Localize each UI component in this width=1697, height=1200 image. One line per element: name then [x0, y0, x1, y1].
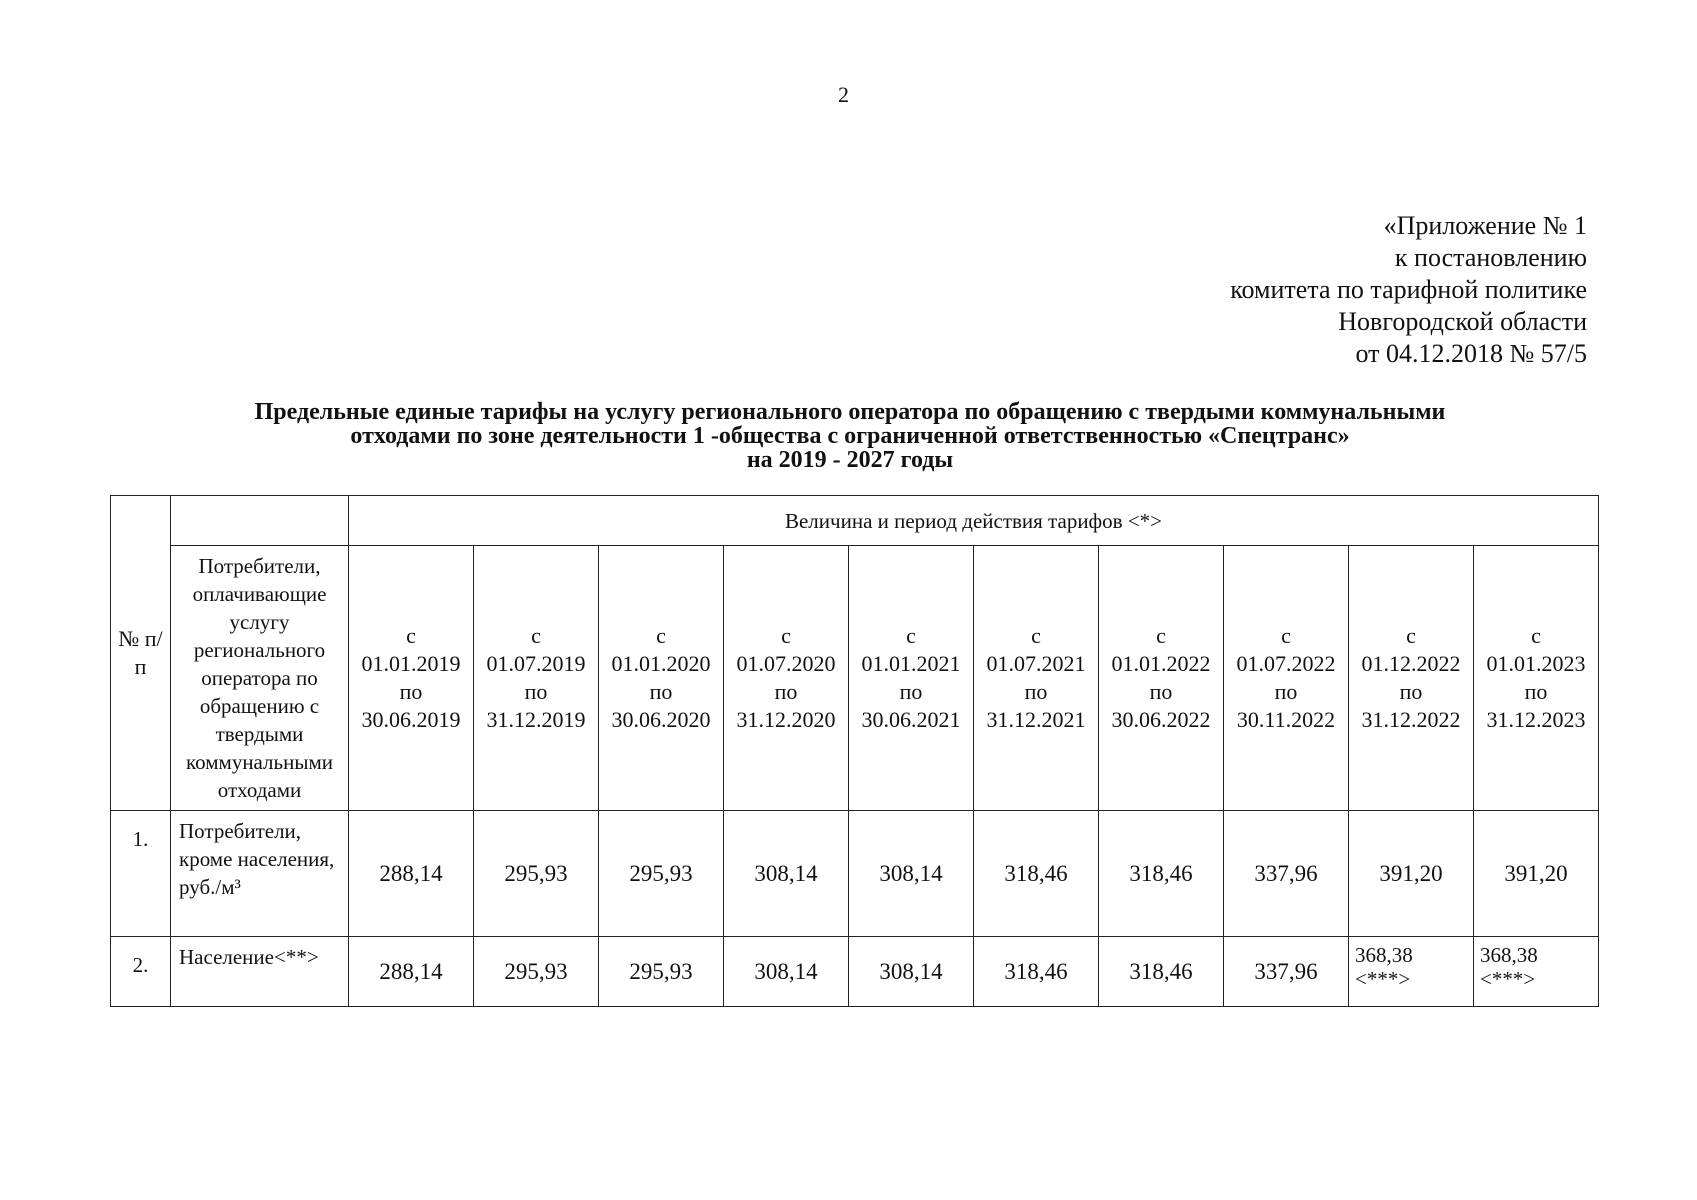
period-from: 01.07.2019	[486, 651, 586, 676]
period-to: 31.12.2019	[486, 707, 586, 732]
period-from: 01.01.2022	[1111, 651, 1211, 676]
period-header-cell	[349, 546, 474, 811]
tariff-value-cell: 368,38 <***>	[1474, 937, 1599, 1007]
period-from: 01.12.2022	[1361, 651, 1461, 676]
period-to: 30.11.2022	[1236, 707, 1336, 732]
consumer-cell: Население<**>	[171, 937, 349, 1007]
appendix-line: Новгородской области	[1338, 307, 1587, 336]
period-po: по	[1274, 679, 1298, 704]
tariff-value-cell: 288,14	[349, 811, 474, 937]
tariff-value-cell: 308,14	[724, 937, 849, 1007]
period-header-cell	[474, 546, 599, 811]
tariff-value-cell: 295,93	[599, 811, 724, 937]
empty-header-cell	[171, 496, 349, 546]
period-c: с	[1531, 623, 1541, 648]
period-po: по	[1149, 679, 1173, 704]
tariff-value-cell: 318,46	[1099, 811, 1224, 937]
period-header-cell	[599, 546, 724, 811]
period-to: 30.06.2019	[361, 707, 461, 732]
tariff-value-cell: 308,14	[849, 811, 974, 937]
period-header-cell	[724, 546, 849, 811]
tariff-value-cell: 391,20	[1349, 811, 1474, 937]
tariff-table	[110, 495, 1599, 1007]
consumer-header: Потребители, оплачивающие услугу регионального оператора по обращению с твердыми коммунальными отходами	[171, 546, 349, 811]
page-number: 2	[838, 82, 849, 107]
tariff-value-cell: 295,93	[599, 937, 724, 1007]
period-c: с	[1281, 623, 1291, 648]
tariff-value-cell: 308,14	[724, 811, 849, 937]
period-po: по	[1399, 679, 1423, 704]
period-from: 01.01.2021	[861, 651, 961, 676]
period-from: 01.01.2019	[361, 651, 461, 676]
period-to: 30.06.2021	[861, 707, 961, 732]
group-header: Величина и период действия тарифов <*>	[349, 496, 1599, 546]
period-to: 30.06.2020	[611, 707, 711, 732]
consumer-cell: Потребители, кроме населения, руб./м³	[171, 811, 349, 937]
title-line: на 2019 - 2027 годы	[746, 447, 954, 473]
period-po: по	[774, 679, 798, 704]
col-num-header: № п/п	[111, 496, 171, 811]
period-c: с	[1406, 623, 1416, 648]
period-to: 31.12.2023	[1486, 707, 1586, 732]
tariff-value-cell: 288,14	[349, 937, 474, 1007]
period-c: с	[781, 623, 791, 648]
title-line: Предельные единые тарифы на услугу регионального оператора по обращению с твердыми коммунальными	[254, 399, 1446, 425]
period-to: 31.12.2020	[736, 707, 836, 732]
period-c: с	[656, 623, 666, 648]
period-c: с	[1031, 623, 1041, 648]
period-header-cell	[1474, 546, 1599, 811]
period-from: 01.01.2020	[611, 651, 711, 676]
period-po: по	[1024, 679, 1048, 704]
period-to: 30.06.2022	[1111, 707, 1211, 732]
period-header-cell	[1224, 546, 1349, 811]
period-to: 31.12.2022	[1361, 707, 1461, 732]
tariff-value-cell: 318,46	[974, 811, 1099, 937]
appendix-block	[1230, 210, 1587, 370]
tariff-value-cell: 318,46	[974, 937, 1099, 1007]
table-header-row	[111, 496, 1599, 546]
appendix-line: к постановлению	[1394, 243, 1587, 272]
period-from: 01.07.2021	[986, 651, 1086, 676]
period-po: по	[899, 679, 923, 704]
period-po: по	[649, 679, 673, 704]
table-period-row	[111, 546, 1599, 811]
period-header-cell	[849, 546, 974, 811]
tariff-value-cell: 295,93	[474, 937, 599, 1007]
period-c: с	[531, 623, 541, 648]
tariff-value-cell: 391,20	[1474, 811, 1599, 937]
tariff-value-cell: 308,14	[849, 937, 974, 1007]
period-header-cell	[1349, 546, 1474, 811]
appendix-line: от 04.12.2018 № 57/5	[1355, 339, 1587, 368]
document-title	[110, 400, 1590, 472]
row-number: 1.	[111, 811, 171, 937]
period-po: по	[399, 679, 423, 704]
period-c: с	[906, 623, 916, 648]
table-row	[111, 811, 1599, 937]
period-po: по	[524, 679, 548, 704]
period-header-cell	[1099, 546, 1224, 811]
period-po: по	[1524, 679, 1548, 704]
period-c: с	[1156, 623, 1166, 648]
tariff-value-cell: 318,46	[1099, 937, 1224, 1007]
tariff-value-cell: 295,93	[474, 811, 599, 937]
period-from: 01.07.2020	[736, 651, 836, 676]
period-to: 31.12.2021	[986, 707, 1086, 732]
period-from: 01.01.2023	[1486, 651, 1586, 676]
tariff-value-cell: 337,96	[1224, 811, 1349, 937]
tariff-value-cell: 337,96	[1224, 937, 1349, 1007]
appendix-line: комитета по тарифной политике	[1230, 275, 1587, 304]
appendix-line: «Приложение № 1	[1383, 211, 1587, 240]
period-from: 01.07.2022	[1236, 651, 1336, 676]
tariff-value-cell: 368,38 <***>	[1349, 937, 1474, 1007]
title-line: отходами по зоне деятельности 1 -общества с ограниченной ответственностью «Спецтранс»	[350, 423, 1350, 449]
period-c: с	[406, 623, 416, 648]
period-header-cell	[974, 546, 1099, 811]
table-row	[111, 937, 1599, 1007]
row-number: 2.	[111, 937, 171, 1007]
